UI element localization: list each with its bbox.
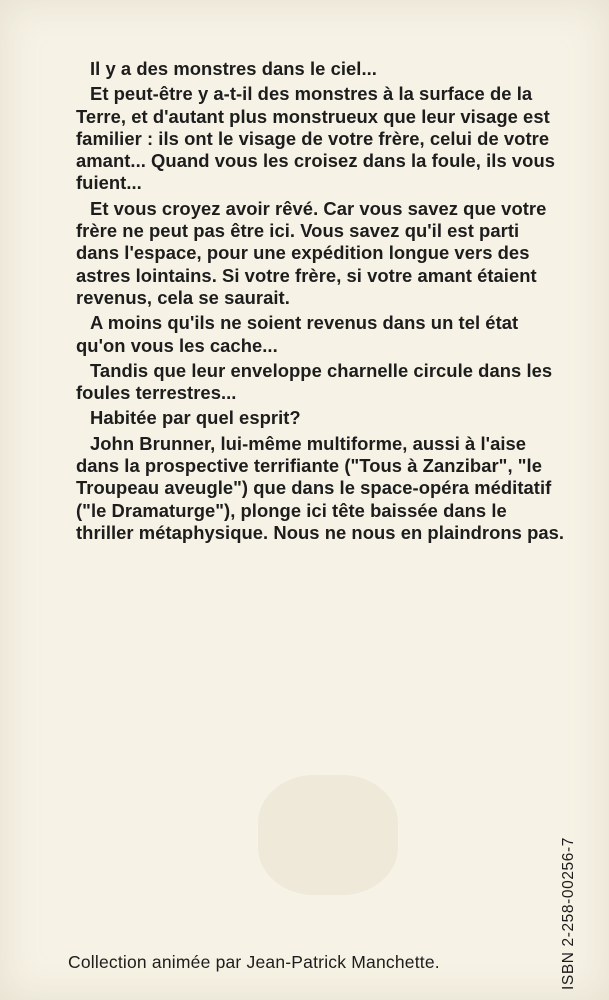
blurb-paragraph-7: John Brunner, lui-même multiforme, aussi à l'aise dans la prospective terrifiante ("Tous à Zanzibar", "le Troupeau aveugle") que dans le space-opéra méditatif ("le Dramaturge"), plonge ici tête baissée dans le thriller métaphysique. Nous ne nous en plaindrons pas. [76,432,565,543]
blurb-paragraph-6: Habitée par quel esprit? [90,407,301,429]
blurb-paragraph-5: Tandis que leur enveloppe charnelle circule dans les foules terrestres... [76,359,553,404]
blurb-text [76,58,566,547]
blurb-paragraph-3: Et vous croyez avoir rêvé. Car vous savez que votre frère ne peut pas être ici. Vous savez qu'il est parti dans l'espace, pour une expédition longue vers des astres lointains. Si votre frère, si votre amant étaient revenus, cela se saurait. [76,197,547,308]
blurb-paragraph-2: Et peut-être y a-t-il des monstres à la surface de la Terre, et d'autant plus monstrueux que leur visage est familier : ils ont le visage de votre frère, celui de votre amant... Quand vous les croisez dans la foule, ils vous fuient... [76,83,556,194]
paper-stain [258,775,398,895]
collection-credit: Collection animée par Jean-Patrick Manchette. [68,952,440,972]
isbn-number: ISBN 2-258-00256-7 [560,837,577,990]
blurb-paragraph-4: A moins qu'ils ne soient revenus dans un tel état qu'on vous les cache... [76,312,519,356]
blurb-paragraph-1: Il y a des monstres dans le ciel... [90,58,377,79]
